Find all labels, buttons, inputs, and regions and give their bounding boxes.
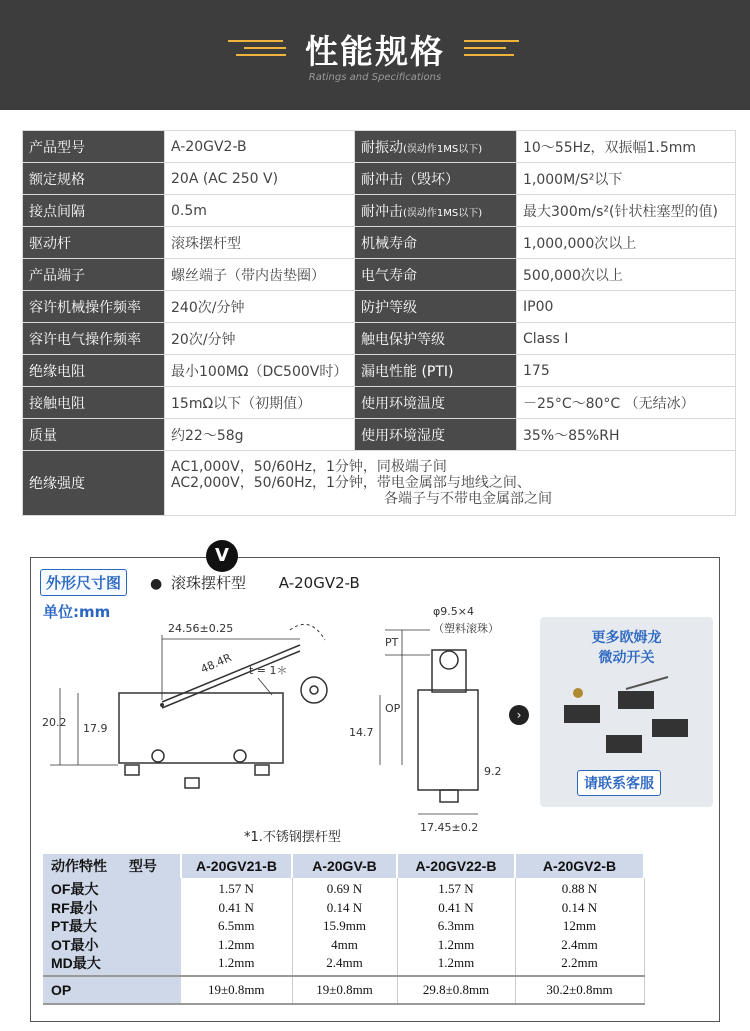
spec-value: 240次/分钟	[165, 291, 355, 323]
spec-value: 最大300m/s²(针状柱塞型的值)	[517, 195, 736, 227]
op-cell: 19±0.8mm	[181, 976, 292, 1004]
footnote: *1.不锈钢摆杆型	[244, 830, 341, 845]
cell: 12mm	[562, 918, 597, 933]
op-row-label: OP	[43, 976, 181, 1004]
spec-key-text: 使用环境湿度	[361, 427, 445, 444]
op-table-corner	[43, 854, 181, 878]
dim-label-roller: φ9.5×4	[433, 605, 474, 618]
corner-label-1: 动作特性	[51, 858, 107, 874]
page-subtitle: Ratings and Specifications	[308, 72, 442, 83]
dim-label-roller-material: （塑料滚珠）	[433, 622, 499, 635]
spec-value: 0.5m	[165, 195, 355, 227]
model-header: A-20GV22-B	[397, 854, 515, 878]
spec-key: 驱动杆	[23, 227, 165, 259]
promo-line-1: 更多欧姆龙	[591, 630, 662, 646]
bullet-icon: ●	[150, 576, 163, 592]
type-model: A-20GV2-B	[278, 574, 360, 592]
spec-key: 绝缘电阻	[23, 355, 165, 387]
row-label: OT最小	[51, 936, 99, 953]
cell: 0.41 N	[438, 899, 474, 915]
product-plunger	[573, 688, 583, 698]
spec-value: 175	[517, 355, 736, 387]
cell: 2.4mm	[326, 955, 363, 970]
cell: 4mm	[331, 936, 358, 952]
spec-key: 容许机械操作频率	[23, 291, 165, 323]
cell: 6.5mm	[218, 918, 255, 933]
spec-key-text: 触电保护等级	[361, 331, 445, 348]
op-cell: 30.2±0.8mm	[515, 976, 644, 1004]
spec-value: 螺丝端子（带内齿垫圈）	[165, 259, 355, 291]
page-title: 性能规格	[305, 32, 445, 71]
insulation-line-1: AC1,000V，50/60Hz，1分钟，同极端子间	[171, 459, 447, 475]
spec-value: IP00	[517, 291, 736, 323]
dim-label-body-height: 17.9	[83, 722, 108, 735]
spec-key-note: (误动作1MS以下)	[403, 207, 483, 219]
operating-characteristics-table	[43, 854, 645, 1005]
product-3	[652, 719, 688, 737]
dim-label-height: 20.2	[42, 716, 67, 729]
insulation-line-3: 各端子与不带电金属部之间	[384, 491, 552, 507]
cell: 15.9mm	[323, 918, 366, 933]
dim-label-14-7: 14.7	[349, 726, 374, 739]
cell: 1.2mm	[437, 955, 475, 970]
dimensions-tag: 外形尺寸图	[40, 569, 127, 596]
promo-box	[540, 617, 713, 807]
cell: 2.2mm	[561, 955, 598, 970]
characteristic-labels	[43, 878, 181, 976]
corner-label-2: 型号	[128, 858, 157, 874]
cell: 1.2mm	[218, 936, 255, 952]
spec-value: Class I	[517, 323, 736, 355]
op-table-main-row	[43, 878, 644, 976]
cell: 6.3mm	[437, 918, 475, 933]
spec-value: 1,000,000次以上	[517, 227, 736, 259]
cell: 0.14 N	[561, 899, 598, 915]
cell: 1.57 N	[438, 881, 474, 896]
op-cell: 19±0.8mm	[292, 976, 397, 1004]
type-name: 滚珠摆杆型	[171, 574, 247, 592]
spec-value: －25°C～80°C （无结冰）	[517, 387, 736, 419]
spec-key: 质量	[23, 419, 165, 451]
spec-value: 20A (AC 250 V)	[165, 163, 355, 195]
unit-label: 单位:mm	[43, 603, 111, 621]
dim-label-width: 17.45±0.2	[420, 821, 479, 834]
spec-key: 额定规格	[23, 163, 165, 195]
cell: 1.57 N	[218, 881, 254, 896]
side-terminal	[440, 790, 458, 802]
spec-value: 35%～85%RH	[517, 419, 736, 451]
model-col-3	[397, 878, 515, 976]
op-cell: 29.8±0.8mm	[397, 976, 515, 1004]
row-label: MD最大	[51, 955, 101, 971]
cell: 1.2mm	[437, 936, 475, 952]
terminal-1	[125, 765, 139, 775]
lever-travel-arc	[290, 624, 325, 640]
spec-key-text: 防护等级	[361, 299, 417, 316]
product-4	[606, 735, 642, 753]
section-marker-icon: V	[206, 540, 238, 572]
spec-key: 接触电阻	[23, 387, 165, 419]
dim-label-pt: PT	[385, 636, 399, 649]
lever-pivot	[160, 703, 164, 707]
spec-value: 20次/分钟	[165, 323, 355, 355]
spec-key-text: 机械寿命	[361, 235, 417, 252]
spec-value: 约22～58g	[165, 419, 355, 451]
spec-value: 10～55Hz，双振幅1.5mm	[517, 131, 736, 163]
side-roller	[440, 651, 458, 669]
spec-value: 最小100MΩ（DC500V时）	[165, 355, 355, 387]
switch-body-side	[418, 690, 478, 790]
terminal-3	[255, 765, 269, 775]
model-header: A-20GV-B	[292, 854, 397, 878]
dim-label-9-2: 9.2	[484, 765, 502, 778]
op-table-op-row	[43, 976, 644, 1004]
cell: 0.69 N	[326, 881, 363, 896]
mount-hole-1	[152, 750, 164, 762]
switch-body-front	[119, 693, 283, 763]
spec-key: 绝缘强度	[23, 451, 165, 516]
roller-hub	[310, 686, 318, 694]
spec-value: 1,000M/S²以下	[517, 163, 736, 195]
spec-key: 产品端子	[23, 259, 165, 291]
spec-key-text: 电气寿命	[361, 267, 417, 284]
model-col-1	[181, 878, 292, 976]
mount-hole-2	[234, 750, 246, 762]
side-plunger	[432, 650, 466, 692]
row-label: PT最大	[51, 918, 97, 934]
product-lever	[626, 677, 668, 689]
spec-key-text: 漏电性能 (PTI)	[361, 363, 454, 380]
op-table-header	[43, 854, 644, 878]
row-label: RF最小	[51, 899, 98, 916]
spec-key-text: 耐振动	[361, 139, 403, 156]
product-1	[564, 705, 600, 723]
spec-value: 500,000次以上	[517, 259, 736, 291]
model-col-2	[292, 878, 397, 976]
product-2	[618, 691, 654, 709]
spec-key: 接点间隔	[23, 195, 165, 227]
cell: 0.88 N	[561, 881, 598, 896]
contact-service-button[interactable]: 请联系客服	[577, 770, 661, 796]
spec-key: 产品型号	[23, 131, 165, 163]
dim-label-radius: 48.4R	[198, 651, 234, 676]
cell: 2.4mm	[561, 936, 598, 952]
next-arrow-icon[interactable]: ›	[509, 705, 529, 725]
switch-products-image	[556, 675, 696, 765]
spec-key-text: 耐冲击	[361, 203, 403, 220]
cell: 1.2mm	[218, 955, 255, 970]
row-label: OF最大	[51, 881, 99, 897]
cell: 0.41 N	[218, 899, 254, 915]
spec-value: 滚珠摆杆型	[165, 227, 355, 259]
spec-key-note: (误动作1MS以下)	[403, 143, 483, 155]
model-header: A-20GV2-B	[515, 854, 644, 878]
spec-value: 15mΩ以下（初期值）	[165, 387, 355, 419]
spec-key: 容许电气操作频率	[23, 323, 165, 355]
model-header: A-20GV21-B	[181, 854, 292, 878]
roller	[301, 677, 327, 703]
terminal-2	[185, 778, 199, 788]
model-col-4	[515, 878, 644, 976]
insulation-line-2: AC2,000V，50/60Hz，1分钟，带电金属部与地线之间、	[171, 475, 531, 491]
cell: 0.14 N	[326, 899, 363, 915]
dim-label-pivot: 24.56±0.25	[168, 622, 234, 635]
dim-label-thickness: t = 1＊	[249, 664, 288, 677]
spec-value: A-20GV2-B	[165, 131, 355, 163]
spec-key-text: 耐冲击（毁坏）	[361, 171, 459, 188]
promo-line-2: 微动开关	[598, 650, 655, 666]
spec-key-text: 使用环境温度	[361, 395, 445, 412]
dim-label-op: OP	[385, 702, 401, 715]
